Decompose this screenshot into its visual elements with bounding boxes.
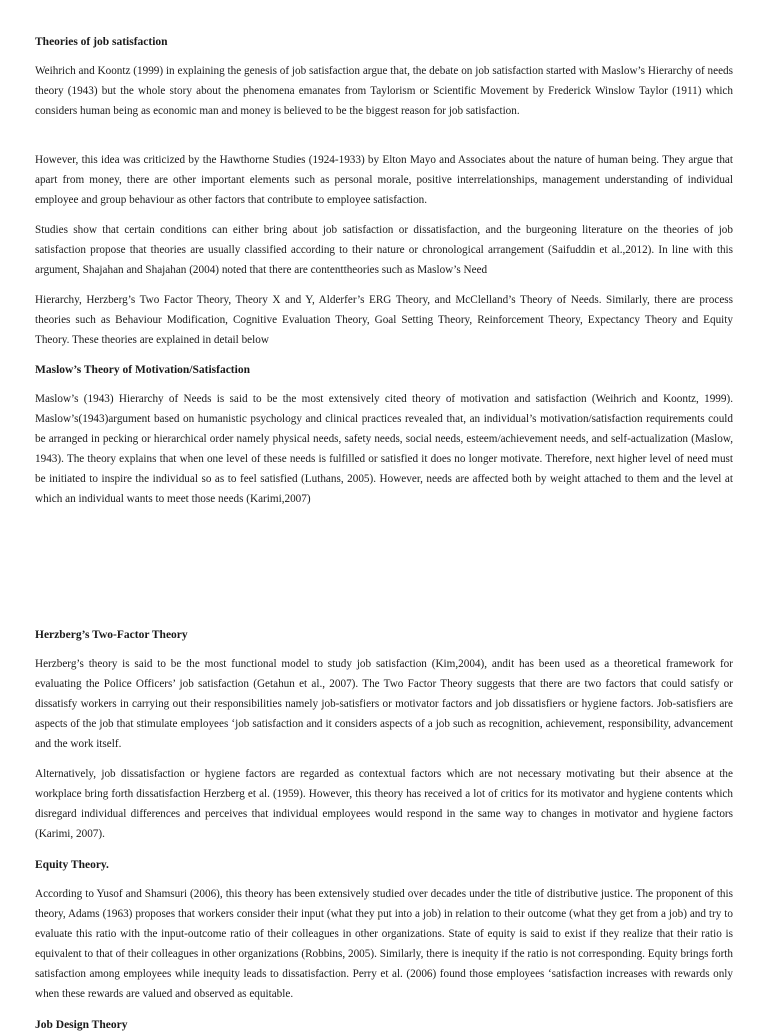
heading-herzberg-theory: Herzberg’s Two-Factor Theory (35, 629, 188, 641)
paragraph-equity-1: According to Yusof and Shamsuri (2006), this theory has been extensively studied over decades under the title of distributive justice. The proponent of this theory, Adams (1963) proposes that workers consider their input (what they put into a job) in relation to their outcome (what they get from a job) and try to evaluate this ratio with the input-outcome ratio of their colleagues in other organizations. State of equity is said to exist if they realize that their ratio is equivalent to that of their colleagues in other organizations (Robbins, 2005). Similarly, there is inequity if the ratio is not corresponding. Equity brings forth satisfaction among employees while inequity leads to dissatisfaction. Perry et al. (2006) found those employees ‘satisfaction increases with rewards only when these rewards are valued and observed as equitable. (35, 888, 733, 1000)
paragraph-maslow-1: Maslow’s (1943) Hierarchy of Needs is said to be the most extensively cited theory of motivation and satisfaction (Weihrich and Koontz, 1999). Maslow’s(1943)argument based on humanistic psychology and clinical practices revealed that, an individual’s motivation/satisfaction requirements could be arranged in pecking or hierarchical order namely physical needs, safety needs, social needs, esteem/achievement needs, and self-actualization (Maslow, 1943). The theory explains that when one level of these needs is fulfilled or satisfied it does no longer motivate. Therefore, next higher level of need must be initiated to inspire the individual so as to feel satisfied (Luthans, 2005). However, needs are affected both by weight attached to them and the level at which an individual wants to meet those needs (Karimi,2007) (35, 393, 733, 505)
paragraph-theories-3: Studies show that certain conditions can either bring about job satisfaction or dissatisfaction, and the burgeoning literature on the theories of job satisfaction propose that theories are usually classified according to their nature or chronological arrangement (Saifuddin et al.,2012). In line with this argument, Shajahan and Shajahan (2004) noted that there are contenttheories such as Maslow’s Need (35, 224, 733, 276)
heading-theories-of-job-satisfaction: Theories of job satisfaction (35, 36, 168, 48)
heading-equity-theory: Equity Theory. (35, 859, 109, 871)
paragraph-herzberg-1: Herzberg’s theory is said to be the most functional model to study job satisfaction (Kim,2004), andit has been used as a theoretical framework for evaluating the Police Officers’ job satisfaction (Getahun et al., 2007). The Two Factor Theory suggests that there are two factors that could satisfy or dissatisfy workers in carrying out their responsibilities namely job-satisfiers or motivator factors and job dissatisfiers or hygiene factors. Job-satisfiers are aspects of the job that stimulate employees ‘job satisfaction and it considers aspects of a job such as recognition, achievement, responsibility, advancement and the work itself. (35, 658, 733, 750)
heading-job-design-theory: Job Design Theory (35, 1019, 128, 1031)
paragraph-theories-2: However, this idea was criticized by the Hawthorne Studies (1924-1933) by Elton Mayo and Associates about the nature of human being. They argue that apart from money, there are other important elements such as personal morale, positive interrelationships, management understanding of individual employee and group behaviour as other factors that contribute to employee satisfaction. (35, 154, 733, 206)
paragraph-theories-4: Hierarchy, Herzberg’s Two Factor Theory, Theory X and Y, Alderfer’s ERG Theory, and McClelland’s Theory of Needs. Similarly, there are process theories such as Behaviour Modification, Cognitive Evaluation Theory, Goal Setting Theory, Reinforcement Theory, Expectancy Theory and Equity Theory. These theories are explained in detail below (35, 294, 733, 346)
heading-maslow-theory: Maslow’s Theory of Motivation/Satisfaction (35, 364, 250, 376)
paragraph-herzberg-2: Alternatively, job dissatisfaction or hygiene factors are regarded as contextual factors which are not necessary motivating but their absence at the workplace bring forth dissatisfaction Herzberg et al. (1959). However, this theory has received a lot of critics for its motivator and hygiene contents which disregard individual differences and perceives that individual employees would respond in the same way to changes in motivator and hygiene factors (Karimi, 2007). (35, 768, 733, 840)
paragraph-theories-1: Weihrich and Koontz (1999) in explaining the genesis of job satisfaction argue that, the debate on job satisfaction started with Maslow’s Hierarchy of needs theory (1943) but the whole story about the phenomena emanates from Taylorism or Scientific Movement by Frederick Winslow Taylor (1911) which considers human being as economic man and money is believed to be the biggest reason for job satisfaction. (35, 65, 733, 117)
